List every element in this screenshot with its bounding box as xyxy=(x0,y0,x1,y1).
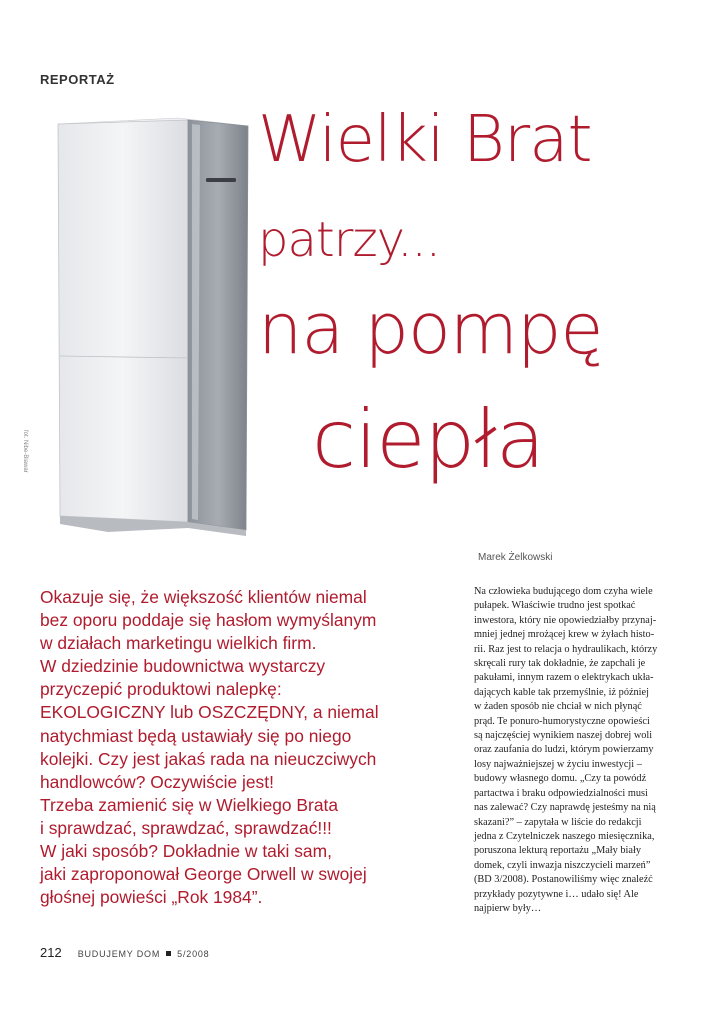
body-line: nas zalewać? Czy naprawdę jesteśmy na nią xyxy=(474,802,656,814)
headline-line-1: Wielki Brat xyxy=(258,103,592,177)
issue-number: 5/2008 xyxy=(177,949,210,959)
body-line: jedna z Czytelniczek naszego miesięcznika, xyxy=(474,830,655,842)
author-byline: Marek Żelkowski xyxy=(478,552,553,563)
page-footer xyxy=(40,945,209,960)
body-text-column xyxy=(474,585,684,916)
body-line: domek, czyli inwazja niszczycieli marzeń” xyxy=(474,859,651,871)
body-line: skręcali rury tak dokładnie, że zapchali je xyxy=(474,658,646,670)
section-label: REPORTAŻ xyxy=(40,72,115,87)
body-line: inwestora, który nie opowiedziałby przynaj- xyxy=(474,614,657,626)
body-line: skazani?” – zapytała w liście do redakcji xyxy=(474,816,642,828)
body-line: pułapek. Właściwie trudno jest spotkać xyxy=(474,600,636,612)
lead-paragraph xyxy=(40,586,440,909)
body-line: losy najważniejszej w życiu inwestycji – xyxy=(474,758,642,770)
lead-line: EKOLOGICZNY lub OSZCZĘDNY, a niemal xyxy=(40,702,379,723)
lead-line: głośnej powieści „Rok 1984”. xyxy=(40,887,263,908)
square-bullet-icon xyxy=(166,951,171,956)
photo-credit: fot. Nibe-Biawar xyxy=(22,430,28,473)
body-line: pakułami, innym razem o elektrykach ukła- xyxy=(474,672,654,684)
body-line: najpierw były… xyxy=(474,902,542,914)
body-line: poruszona lekturą reportażu „Mały biały xyxy=(474,845,641,857)
headline-line-2: patrzy... xyxy=(258,212,440,268)
lead-line: kolejki. Czy jest jakaś rada na nieuczciwych xyxy=(40,748,377,769)
lead-line: w działach marketingu wielkich firm. xyxy=(40,633,317,654)
body-line: są najczęściej wynikiem naszej dobrej woli xyxy=(474,730,653,742)
headline-line-3: na pompę xyxy=(258,288,603,370)
lead-line: W dziedzinie budownictwa wystarczy xyxy=(40,656,326,677)
lead-line: natychmiast będą ustawiały się po niego xyxy=(40,725,352,746)
lead-line: Trzeba zamienić się w Wielkiego Brata xyxy=(40,794,339,815)
headline-line-4: ciepła xyxy=(312,393,544,486)
body-line: przykłady pozytywne i… udało się! Ale xyxy=(474,888,639,900)
body-line: partactwa i braku odpowiedzialności musi xyxy=(474,787,648,799)
body-line: mniej jednej mrożącej krew w żyłach histo- xyxy=(474,629,655,641)
body-line: budowy własnego domu. „Czy ta powódź xyxy=(474,773,647,785)
lead-line: i sprawdzać, sprawdzać, sprawdzać!!! xyxy=(40,817,332,838)
lead-line: handlowców? Oczywiście jest! xyxy=(40,771,274,792)
lead-line: W jaki sposób? Dokładnie w taki sam, xyxy=(40,841,332,862)
body-line: prąd. Te ponuro-humorystyczne opowieści xyxy=(474,715,650,727)
lead-line: bez oporu poddaje się hasłom wymyślanym xyxy=(40,610,377,631)
body-line: (BD 3/2008). Postanowiliśmy więc znaleźć xyxy=(474,874,653,886)
body-line: w żaden sposób nie chciał w nich płynąć xyxy=(474,701,642,713)
lead-line: jaki zaproponował George Orwell w swojej xyxy=(40,864,367,885)
body-line: oraz zaufania do ludzi, którym powierzamy xyxy=(474,744,654,756)
lead-line: przyczepić produktowi nalepkę: xyxy=(40,679,282,700)
lead-line: Okazuje się, że większość klientów niemal xyxy=(40,587,367,607)
body-line: dających kable tak przemyślnie, iż później xyxy=(474,686,649,698)
page-number: 212 xyxy=(40,945,62,960)
body-line: rii. Raz jest to relacja o hydraulikach, którzy xyxy=(474,643,658,655)
magazine-name: BUDUJEMY DOM xyxy=(77,949,161,959)
heat-pump-image xyxy=(48,112,258,542)
body-line: Na człowieka budującego dom czyha wiele xyxy=(474,586,653,597)
